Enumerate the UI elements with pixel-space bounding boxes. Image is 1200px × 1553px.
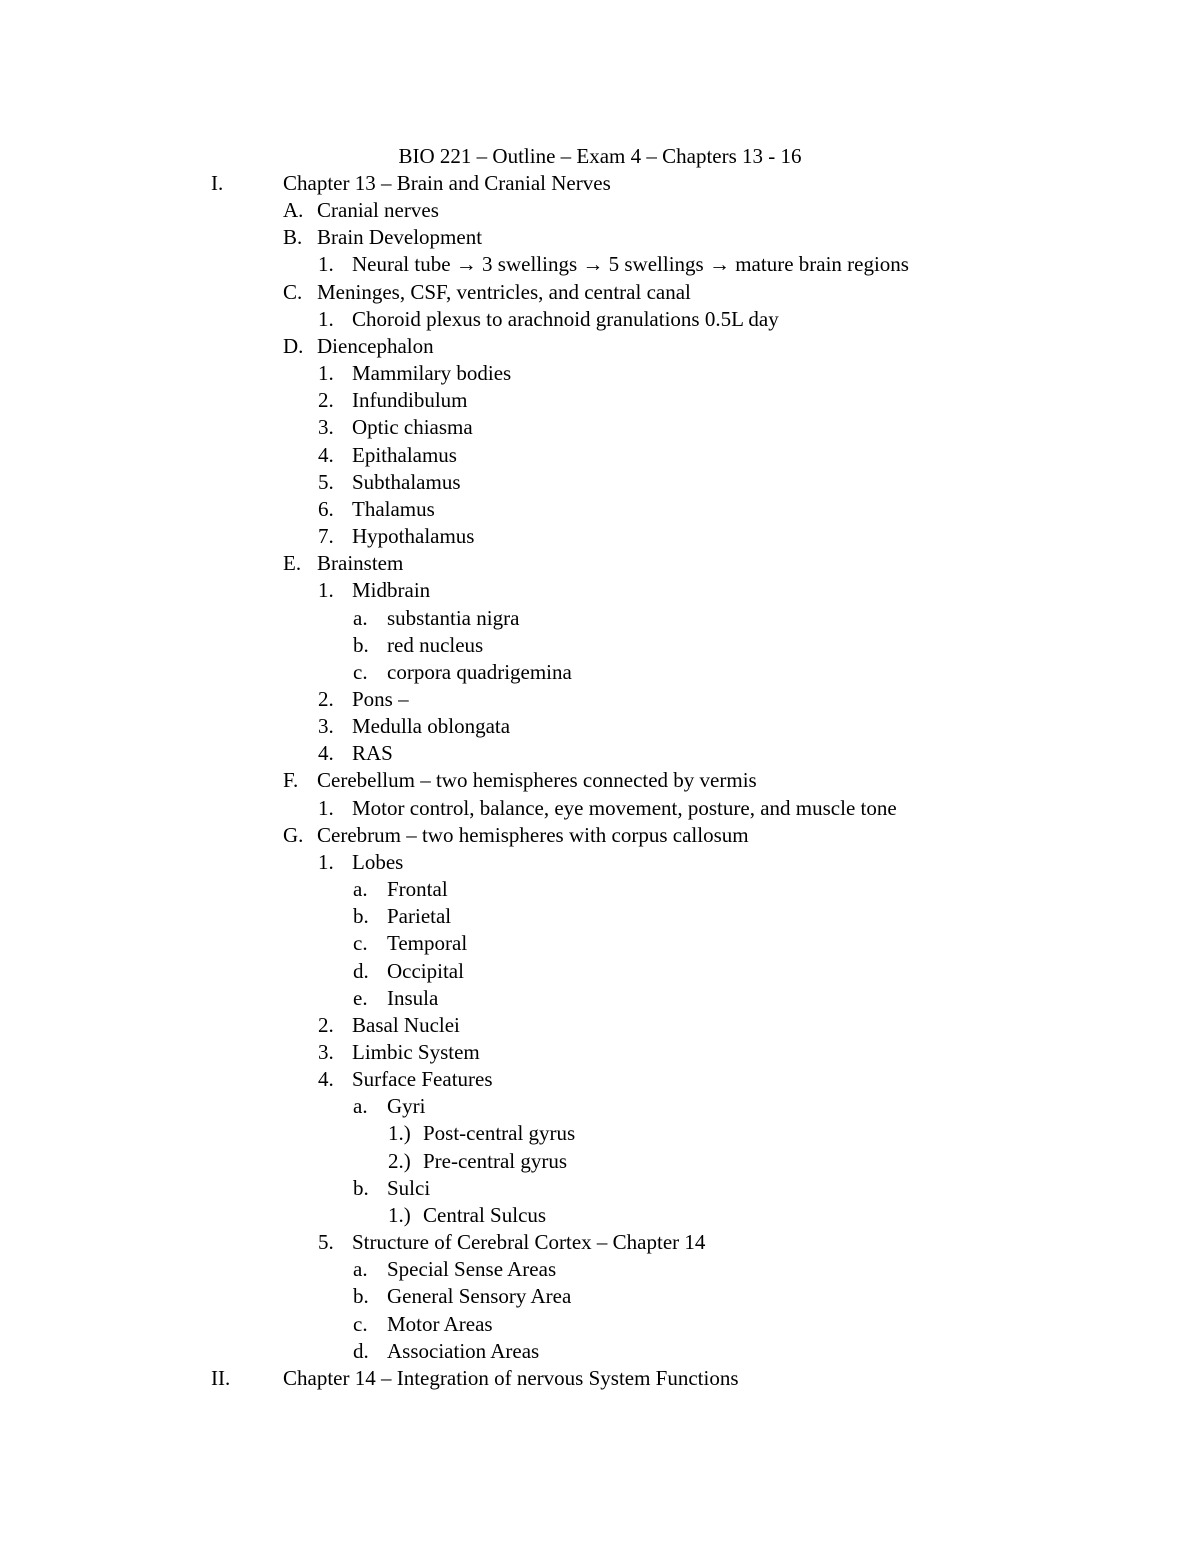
outline-item <box>0 795 1200 822</box>
outline-item <box>0 605 1200 632</box>
outline-marker: 1. <box>318 306 334 331</box>
outline-text: Cranial nerves <box>317 198 439 223</box>
outline-marker: G. <box>283 822 304 847</box>
outline-marker: F. <box>283 768 299 793</box>
outline-item <box>0 577 1200 604</box>
outline-marker: 2. <box>318 388 334 413</box>
outline-item <box>0 197 1200 224</box>
outline-text: Cerebellum – two hemispheres connected by vermis <box>317 768 757 793</box>
outline-marker: d. <box>353 958 369 983</box>
outline-item <box>0 333 1200 360</box>
outline-item <box>0 496 1200 523</box>
outline-marker: 1.) <box>388 1121 411 1146</box>
outline-item <box>0 1311 1200 1338</box>
outline-text: Parietal <box>387 904 452 929</box>
outline-item <box>0 1229 1200 1256</box>
outline-item <box>0 1093 1200 1120</box>
outline-marker: 1. <box>318 578 334 603</box>
outline-item <box>0 1148 1200 1175</box>
outline-text: Chapter 14 – Integration of nervous System Functions <box>283 1365 739 1390</box>
outline-text: Brainstem <box>317 551 404 576</box>
outline-text: Occipital <box>387 958 464 983</box>
outline-item <box>0 469 1200 496</box>
outline-marker: e. <box>353 985 368 1010</box>
outline-text: Frontal <box>387 877 448 902</box>
outline-item <box>0 930 1200 957</box>
outline-text: Thalamus <box>352 496 435 521</box>
outline-text: Meninges, CSF, ventricles, and central canal <box>317 279 691 304</box>
outline-marker: A. <box>283 198 304 223</box>
outline-marker: 4. <box>318 442 334 467</box>
outline-marker: 1. <box>318 795 334 820</box>
outline-item <box>0 767 1200 794</box>
outline-text: corpora quadrigemina <box>387 659 572 684</box>
outline-item <box>0 958 1200 985</box>
outline-item <box>0 1066 1200 1093</box>
outline-item <box>0 686 1200 713</box>
outline-item <box>0 414 1200 441</box>
outline-item <box>0 550 1200 577</box>
outline-marker: 2.) <box>388 1148 411 1173</box>
outline-text: Pre-central gyrus <box>423 1148 568 1173</box>
outline-text: Medulla oblongata <box>352 714 511 739</box>
outline-text: Infundibulum <box>352 388 468 413</box>
outline-marker: 5. <box>318 1230 334 1255</box>
outline-item <box>0 1338 1200 1365</box>
outline-text: Motor control, balance, eye movement, posture, and muscle tone <box>352 795 897 820</box>
outline-item <box>0 876 1200 903</box>
outline-text: Lobes <box>352 849 404 874</box>
outline-marker: 4. <box>318 1067 334 1092</box>
outline-item <box>0 903 1200 930</box>
outline-text: Brain Development <box>317 225 483 250</box>
outline-text: Subthalamus <box>352 469 461 494</box>
outline-text: Optic chiasma <box>352 415 473 440</box>
outline-marker: a. <box>353 1094 368 1119</box>
outline-marker: b. <box>353 1284 369 1309</box>
outline-item <box>0 306 1200 333</box>
outline-marker: 3. <box>318 415 334 440</box>
outline-marker: 6. <box>318 496 334 521</box>
outline-item <box>0 740 1200 767</box>
outline-text: Surface Features <box>352 1067 493 1092</box>
outline-item <box>0 1012 1200 1039</box>
outline-marker: c. <box>353 659 368 684</box>
outline-marker: 1. <box>318 252 334 277</box>
outline-item <box>0 985 1200 1012</box>
outline-item <box>0 360 1200 387</box>
outline-marker: B. <box>283 225 303 250</box>
outline-marker: D. <box>283 333 304 358</box>
outline-item <box>0 849 1200 876</box>
outline-marker: b. <box>353 904 369 929</box>
outline-item <box>0 279 1200 306</box>
outline-text: Basal Nuclei <box>352 1012 460 1037</box>
outline-text: Mammilary bodies <box>352 361 512 386</box>
outline-text: Temporal <box>387 931 468 956</box>
outline-text: Limbic System <box>352 1040 480 1064</box>
outline-text: Choroid plexus to arachnoid granulations 0.5L day <box>352 306 779 331</box>
outline-text: Midbrain <box>352 578 431 603</box>
outline-item <box>0 1175 1200 1202</box>
outline-text: substantia nigra <box>387 605 520 630</box>
outline-item <box>0 713 1200 740</box>
outline-text: red nucleus <box>387 632 484 657</box>
outline-marker: 1. <box>318 361 334 386</box>
outline-list <box>0 170 1200 1392</box>
outline-marker: c. <box>353 931 368 956</box>
outline-item <box>0 659 1200 686</box>
outline-text: Special Sense Areas <box>387 1257 557 1282</box>
outline-item <box>0 442 1200 469</box>
outline-marker: I. <box>211 171 224 195</box>
outline-text: Structure of Cerebral Cortex – Chapter 14 <box>352 1230 706 1255</box>
outline-text: Epithalamus <box>352 442 457 467</box>
outline-marker: 1. <box>318 849 334 874</box>
outline-text: Sulci <box>387 1175 431 1200</box>
outline-item <box>0 1039 1200 1066</box>
outline-text: Insula <box>387 985 439 1010</box>
outline-item <box>0 1202 1200 1229</box>
outline-marker: 5. <box>318 469 334 494</box>
outline-text: Hypothalamus <box>352 524 475 549</box>
outline-marker: b. <box>353 632 369 657</box>
outline-text: Diencephalon <box>317 333 434 358</box>
outline-marker: C. <box>283 279 303 304</box>
outline-marker: 3. <box>318 714 334 739</box>
outline-marker: E. <box>283 551 302 576</box>
outline-marker: c. <box>353 1311 368 1336</box>
outline-text: General Sensory Area <box>387 1284 572 1309</box>
outline-item <box>0 1283 1200 1310</box>
outline-text: Neural tube → 3 swellings → 5 swellings → mature brain regions <box>352 252 909 277</box>
outline-item <box>0 1256 1200 1283</box>
outline-marker: b. <box>353 1175 369 1200</box>
outline-item <box>0 387 1200 414</box>
outline-marker: d. <box>353 1338 369 1363</box>
outline-item <box>0 632 1200 659</box>
outline-text: Association Areas <box>387 1338 540 1363</box>
outline-text: Pons – <box>352 686 409 711</box>
outline-text: Cerebrum – two hemispheres with corpus callosum <box>317 822 749 847</box>
outline-marker: 2. <box>318 686 334 711</box>
outline-marker: a. <box>353 877 368 902</box>
outline-item <box>0 523 1200 550</box>
outline-marker: 1.) <box>388 1202 411 1227</box>
outline-marker: 3. <box>318 1040 334 1064</box>
outline-marker: 7. <box>318 524 334 549</box>
outline-text: Motor Areas <box>387 1311 493 1336</box>
outline-item <box>0 251 1200 278</box>
outline-marker: a. <box>353 605 368 630</box>
outline-item <box>0 1365 1200 1392</box>
outline-item <box>0 822 1200 849</box>
outline-marker: a. <box>353 1257 368 1282</box>
outline-text: RAS <box>352 741 393 766</box>
outline-text: Gyri <box>387 1094 426 1119</box>
outline-marker: 4. <box>318 741 334 766</box>
outline-item <box>0 224 1200 251</box>
outline-item <box>0 170 1200 197</box>
outline-marker: II. <box>211 1365 231 1390</box>
document-title: BIO 221 – Outline – Exam 4 – Chapters 13 - 16 <box>398 144 802 168</box>
outline-text: Chapter 13 – Brain and Cranial Nerves <box>283 171 611 195</box>
outline-text: Central Sulcus <box>423 1202 547 1227</box>
outline-marker: 2. <box>318 1012 334 1037</box>
outline-text: Post-central gyrus <box>423 1121 576 1146</box>
outline-item <box>0 1120 1200 1147</box>
